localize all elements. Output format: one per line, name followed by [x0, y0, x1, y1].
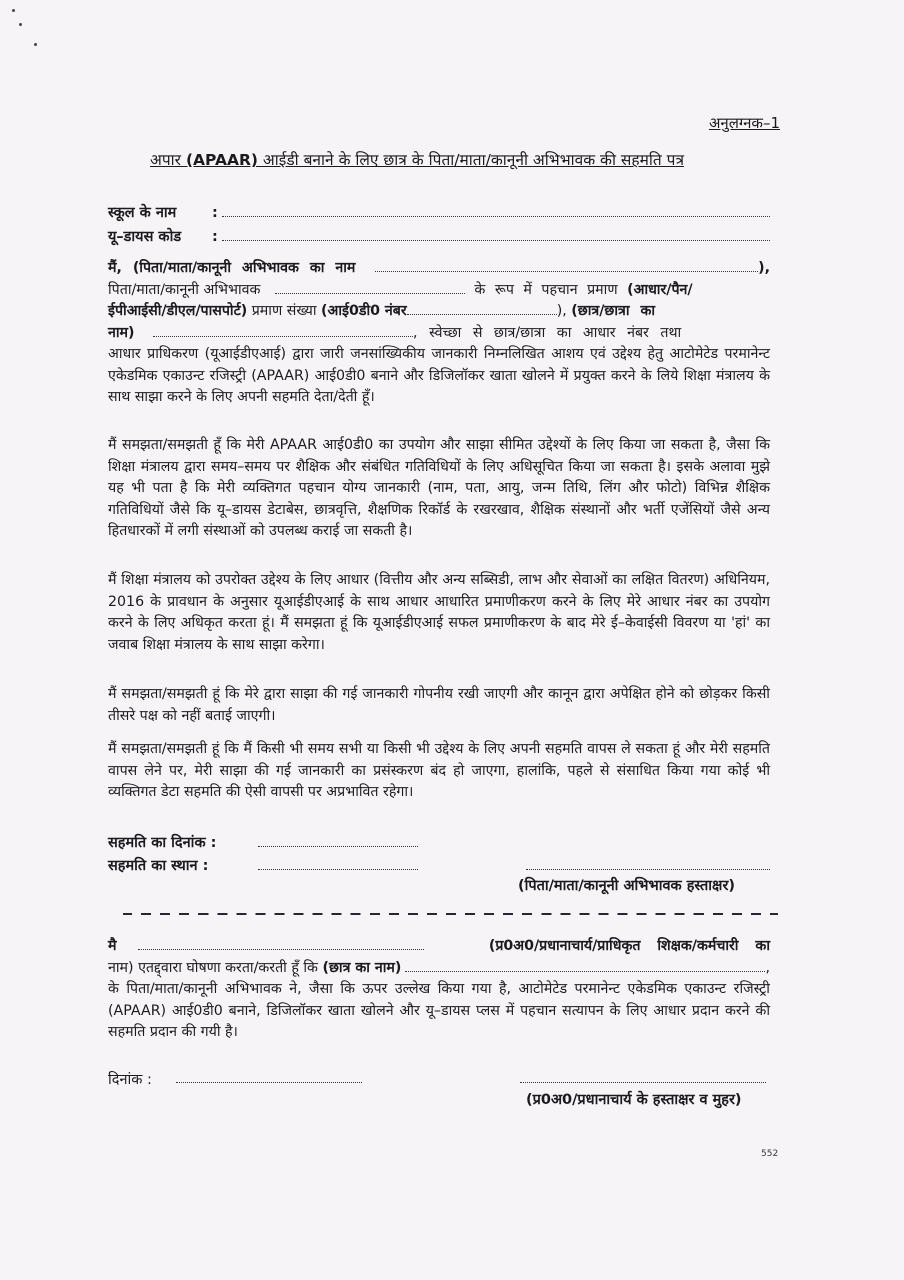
- proof-number-label: प्रमाण संख्या: [247, 303, 322, 319]
- paragraph-confidentiality: मैं समझता/समझती हूं कि मेरे द्वारा साझा की गई जानकारी गोपनीय रखी जाएगी और कानून द्वारा अपेक्षित होने को छोड़कर किसी तीसरे पक्ष को नहीं बताई जाएगी।: [108, 686, 770, 724]
- student-name-line: [108, 323, 770, 345]
- form-title: [150, 148, 790, 170]
- relationship-line: [108, 280, 770, 302]
- paragraph-authorization: मैं शिक्षा मंत्रालय को उपरोक्त उद्देश्य के लिए आधार (वित्तीय और अन्य सब्सिडी, लाभ और सेवाओं का लक्षित वितरण) अधिनियम, 2016 के प्रावधान के अनुसार यूआईडीएआई के साथ आधार आधारित प्रमाणीकरण करने के लिए मेरे आधार नंबर का उपयोग करने के लिए अधिकृत करता हूं। मैं समझता हूं कि यूआईडीएआई सफल प्रमाणीकरण के बाद मेरे ई–केवाईसी विवरण या 'हां' का जवाब शिक्षा मंत्रालय के साथ साझा करेगा।: [108, 572, 770, 653]
- principal-signature-label: (प्र0अ0/प्रधानाचार्य के हस्ताक्षर व मुहर): [526, 1092, 742, 1108]
- school-name-input[interactable]: [222, 204, 770, 217]
- declaration-date-input[interactable]: [176, 1081, 362, 1083]
- guardian-signature-label: (पिता/माता/कानूनी अभिभावक हस्ताक्षर): [518, 878, 736, 894]
- declaration-student-label: (छात्र का नाम): [322, 959, 402, 976]
- id-proof-types-cont: ईपीआईसी/डीएल/पासपोर्ट): [108, 303, 248, 319]
- consent-paragraph: [108, 258, 770, 409]
- udise-code-field[interactable]: [108, 226, 770, 246]
- student-name-input[interactable]: [153, 326, 413, 337]
- id-number-input[interactable]: [407, 304, 557, 315]
- declaration-date-label: दिनांक :: [108, 1072, 152, 1088]
- udise-code-input[interactable]: [222, 228, 770, 241]
- consent-place-label: सहमति का स्थान :: [108, 858, 209, 874]
- student-name-label-cont: नाम): [108, 324, 135, 341]
- declaration-student-line: [108, 958, 770, 980]
- school-name-field[interactable]: [108, 202, 770, 222]
- title-suffix: आईडी बनाने के लिए छात्र के पिता/माता/कानूनी अभिभावक की सहमति पत्र: [257, 151, 685, 169]
- school-name-separator: :: [212, 205, 218, 221]
- id-number-label: (आई0डी0 नंबर: [321, 303, 407, 319]
- declaration-statement-rest: के पिता/माता/कानूनी अभिभावक ने, जैसा कि ऊपर उल्लेख किया गया है, आटोमेटेड परमानेन्ट एकेडमिक एकाउन्ट रजिस्ट्री (APAAR) आई0डी0 बनाने, डिजिलॉकर खाता खोलने और यू–डायस प्लस में पहचान सत्यापन के लिए आधार प्रदान करने की सहमति प्रदान की गयी है।: [108, 981, 770, 1040]
- id-proof-types: (आधार/पैन/: [627, 281, 693, 298]
- title-apaar: (APAAR): [185, 151, 258, 169]
- student-name-label: (छात्र/छात्रा का: [571, 303, 656, 319]
- declarant-name-input[interactable]: [138, 937, 424, 950]
- paragraph-usage: मैं समझता/समझती हूँ कि मेरी APAAR आई0डी0 का उपयोग और साझा सीमित उद्देश्यों के लिए किया जा सकता है, जैसा कि शिक्षा मंत्रालय द्वारा समय–समय पर शैक्षिक और संबंधित गतिविधियों के लिए अधिसूचित किया जा सकता है। इसके अलावा मुझे यह भी पता है कि मेरी व्यक्तिगत पहचान योग्य जानकारी (नाम, पता, आयु, जन्म तिथि, लिंग और फोटो) विभिन्न शैक्षिक गतिविधियों जैसे कि यू–डायस डेटाबेस, छात्रवृत्ति, शैक्षणिक रिकॉर्ड के रखरखाव, शैक्षिक संस्थानों और भर्ती एजेंसियों जैसे अन्य हितधारकों में लगी संस्थाओं को उपलब्ध कराई जा सकती है।: [108, 437, 770, 539]
- page-number: 552: [761, 1149, 779, 1159]
- guardian-signature-input[interactable]: [526, 868, 770, 870]
- udise-code-label: यू–डायस कोड: [108, 229, 182, 245]
- scan-speck: [19, 23, 22, 26]
- guardian-name-close: ),: [758, 260, 770, 276]
- declaration-paragraph: [108, 936, 770, 1044]
- consent-date-label: सहमति का दिनांक :: [108, 835, 217, 851]
- consent-statement: आधार प्राधिकरण (यूआईडीएआई) द्वारा जारी जनसांख्यिकीय जानकारी निम्नलिखित आशय एवं उद्देश्य हेतु आटोमेटेड परमानेन्ट एकेडमिक एकाउन्ट रजिस्ट्री (APAAR) आई0डी0 बनाने और डिजिलॉकर खाता खोलने में प्रयुक्त करने के लिये शिक्षा मंत्रालय के साथ साझा करने के लिए अपनी सहमति देता/देती हूँ।: [108, 346, 770, 405]
- id-number-line: [108, 301, 770, 323]
- id-proof-label: के रूप में पहचान प्रमाण: [464, 281, 628, 298]
- id-number-close: ),: [556, 303, 572, 319]
- scan-speck: [34, 43, 37, 46]
- relationship-label: पिता/माता/कानूनी अभिभावक: [108, 281, 261, 298]
- udise-code-separator: :: [212, 229, 218, 245]
- guardian-name-label: मैं, (पिता/माता/कानूनी अभिभावक का नाम: [108, 260, 356, 276]
- paragraph-withdrawal: मैं समझता/समझती हूं कि मैं किसी भी समय सभी या किसी भी उद्देश्य के लिए अपनी सहमति वापस ले सकता हूं और मेरी सहमति वापस लेने पर, मेरी साझा की गई जानकारी का प्रसंस्करण बंद हो जाएगा, हालांकि, पहले से संसाधित किया गया कोई भी व्यक्तिगत डेटा सहमति की ऐसी वापसी पर अप्रभावित रहेगा।: [108, 741, 770, 800]
- declarant-line: [108, 936, 770, 958]
- cut-line-divider: [123, 913, 778, 915]
- declarant-prefix: मै: [108, 938, 117, 954]
- school-name-label: स्कूल के नाम: [108, 205, 177, 221]
- principal-signature-input[interactable]: [520, 1081, 766, 1083]
- declaration-student-input[interactable]: [405, 959, 765, 972]
- guardian-name-line: [108, 258, 770, 280]
- consent-date-input[interactable]: [258, 845, 418, 847]
- declarant-role-label: (प्र0अ0/प्रधानाचार्य/प्राधिकृत शिक्षक/कर्मचारी का: [488, 938, 770, 954]
- title-prefix: अपार: [150, 151, 186, 169]
- scan-speck: [12, 9, 15, 12]
- guardian-name-input[interactable]: [375, 259, 758, 272]
- relationship-input[interactable]: [275, 283, 465, 294]
- consent-place-input[interactable]: [258, 868, 418, 870]
- student-name-follow: , स्वेच्छा से छात्र/छात्रा का आधार नंबर तथा: [413, 324, 682, 341]
- declaration-statement: नाम) एतद्द्वारा घोषणा करता/करती हूँ कि: [108, 959, 323, 976]
- annex-label: अनुलग्नक–1: [708, 114, 780, 132]
- declaration-comma: ,: [765, 959, 770, 976]
